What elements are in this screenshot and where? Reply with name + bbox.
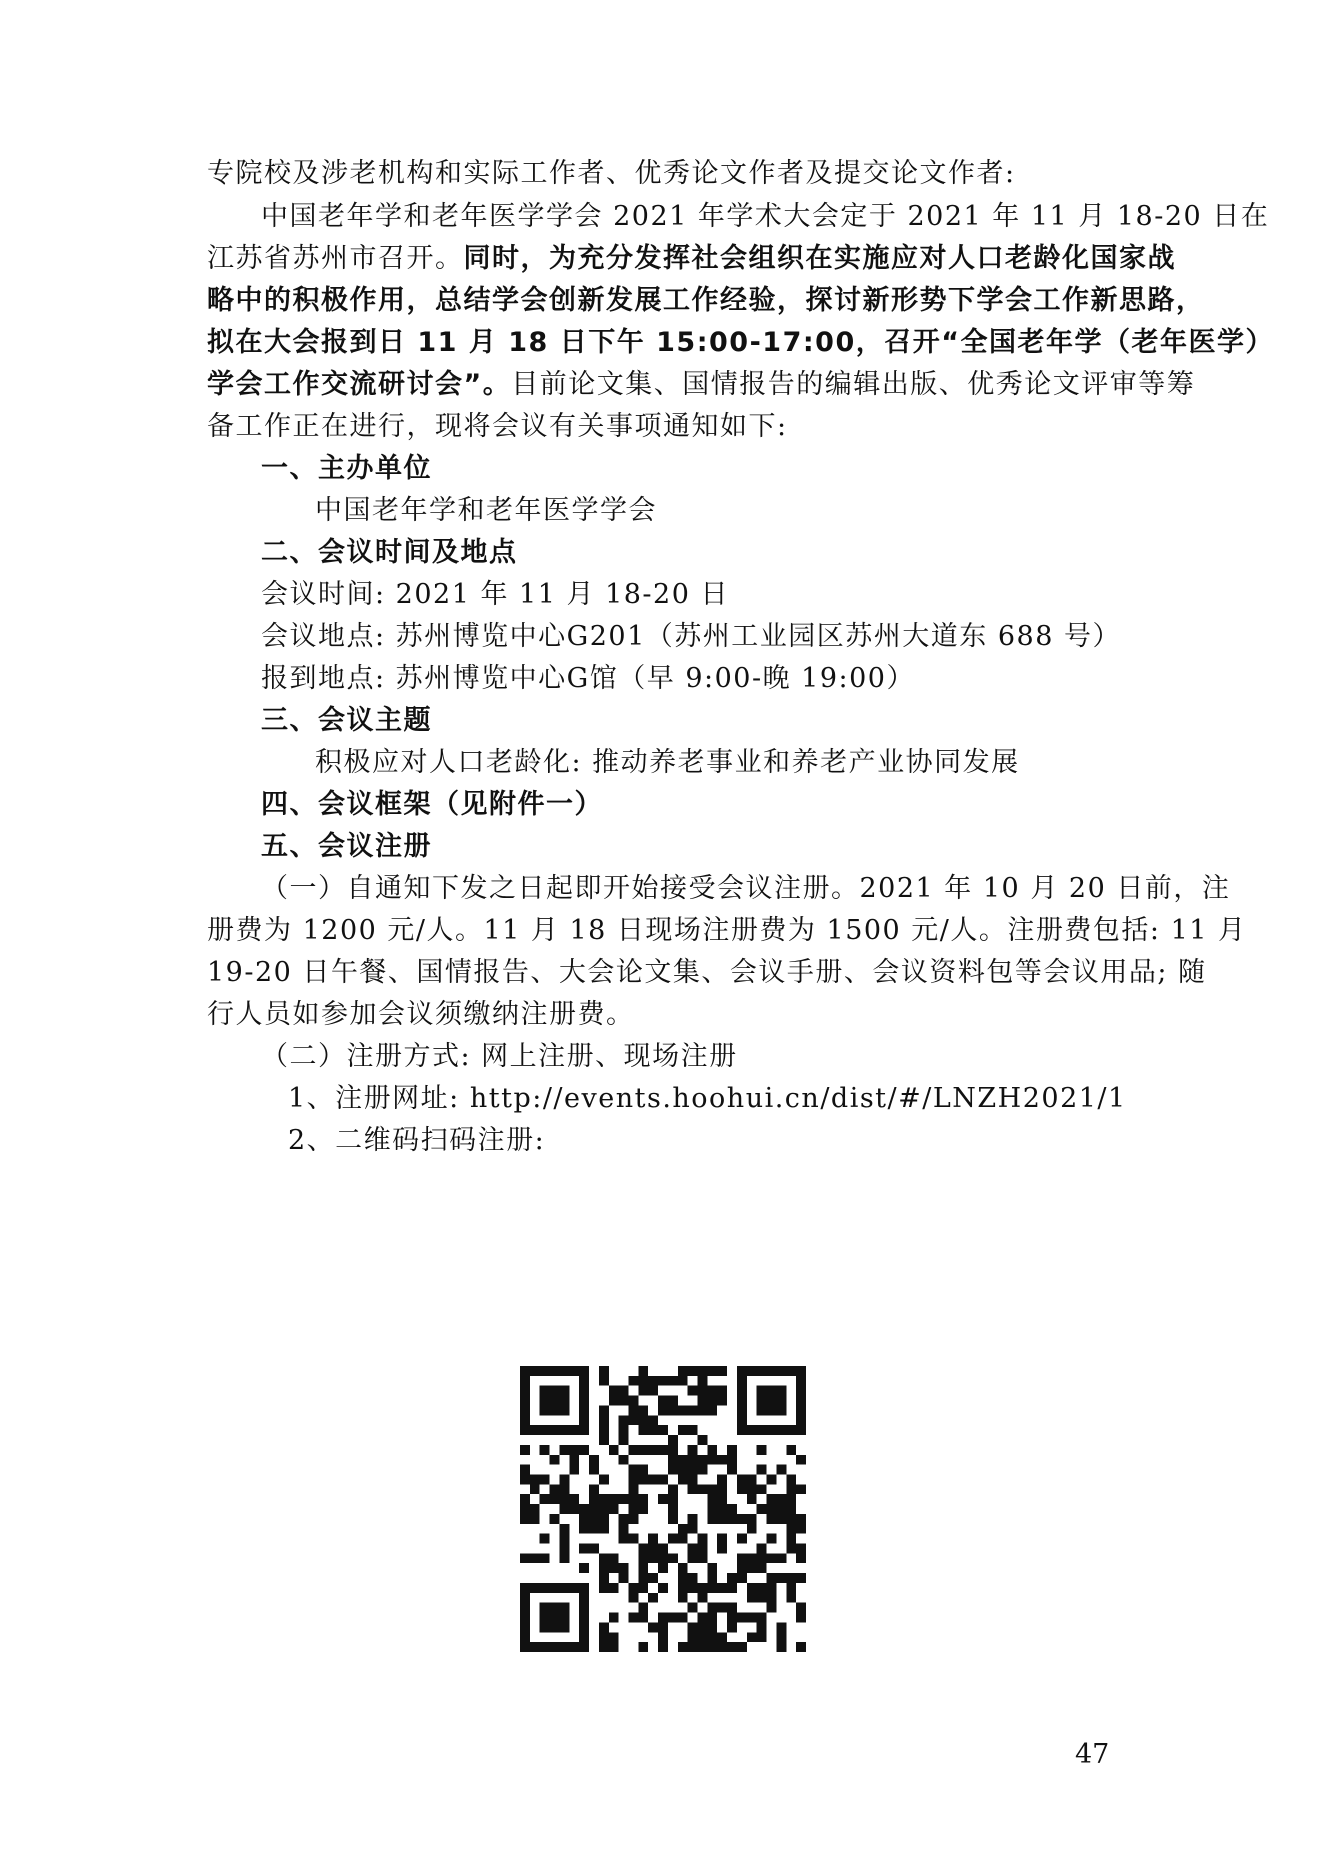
section-heading-framework: 四、会议框架（见附件一）: [261, 789, 603, 820]
meeting-place: 会议地点: 苏州博览中心G201（苏州工业园区苏州大道东 688 号）: [261, 621, 1121, 652]
section-heading-time-place: 二、会议时间及地点: [261, 537, 518, 568]
checkin-place: 报到地点: 苏州博览中心G馆（早 9:00-晚 19:00）: [261, 663, 915, 694]
paragraph-line: 专院校及涉老机构和实际工作者、优秀论文作者及提交论文作者:: [207, 158, 1016, 189]
section-heading-registration: 五、会议注册: [261, 831, 432, 862]
registration-url: 1、注册网址: http://events.hoohui.cn/dist/#/LNZH2021/1: [288, 1083, 1127, 1114]
paragraph-line: [207, 241, 1176, 277]
text-bold: 学会工作交流研讨会”。: [207, 369, 512, 400]
paragraph-line: [207, 367, 1196, 403]
paragraph-line-bold: 拟在大会报到日 11 月 18 日下午 15:00-17:00，召开“全国老年学（老年医学）: [207, 327, 1274, 358]
paragraph-line: 中国老年学和老年医学学会 2021 年学术大会定于 2021 年 11 月 18-20 日在: [261, 201, 1270, 232]
text-bold: 同时，为充分发挥社会组织在实施应对人口老龄化国家战: [463, 243, 1176, 274]
text-normal: 目前论文集、国情报告的编辑出版、优秀论文评审等筹: [511, 369, 1196, 400]
meeting-theme: 积极应对人口老龄化: 推动养老事业和养老产业协同发展: [315, 747, 1020, 778]
text-normal: 江苏省苏州市召开。: [207, 243, 464, 274]
section-heading-theme: 三、会议主题: [261, 705, 432, 736]
paragraph-line: 19-20 日午餐、国情报告、大会论文集、会议手册、会议资料包等会议用品; 随: [207, 957, 1207, 988]
qr-registration-label: 2、二维码扫码注册:: [288, 1125, 546, 1156]
meeting-time: 会议时间: 2021 年 11 月 18-20 日: [261, 579, 729, 610]
section-heading-organizer: 一、主办单位: [261, 453, 432, 484]
paragraph-line: 行人员如参加会议须缴纳注册费。: [207, 999, 635, 1030]
paragraph-line: 备工作正在进行，现将会议有关事项通知如下:: [207, 411, 788, 442]
paragraph-line-bold: 略中的积极作用，总结学会创新发展工作经验，探讨新形势下学会工作新思路，: [207, 285, 1205, 316]
page-number: 47: [1075, 1739, 1110, 1770]
paragraph-line: 册费为 1200 元/人。11 月 18 日现场注册费为 1500 元/人。注册费包括: 11 月: [207, 915, 1247, 946]
registration-methods: （二）注册方式: 网上注册、现场注册: [261, 1041, 738, 1072]
paragraph-line: （一）自通知下发之日起即开始接受会议注册。2021 年 10 月 20 日前，注: [261, 873, 1231, 904]
organizer-name: 中国老年学和老年医学学会: [315, 495, 657, 526]
qr-code-icon: [520, 1366, 806, 1652]
